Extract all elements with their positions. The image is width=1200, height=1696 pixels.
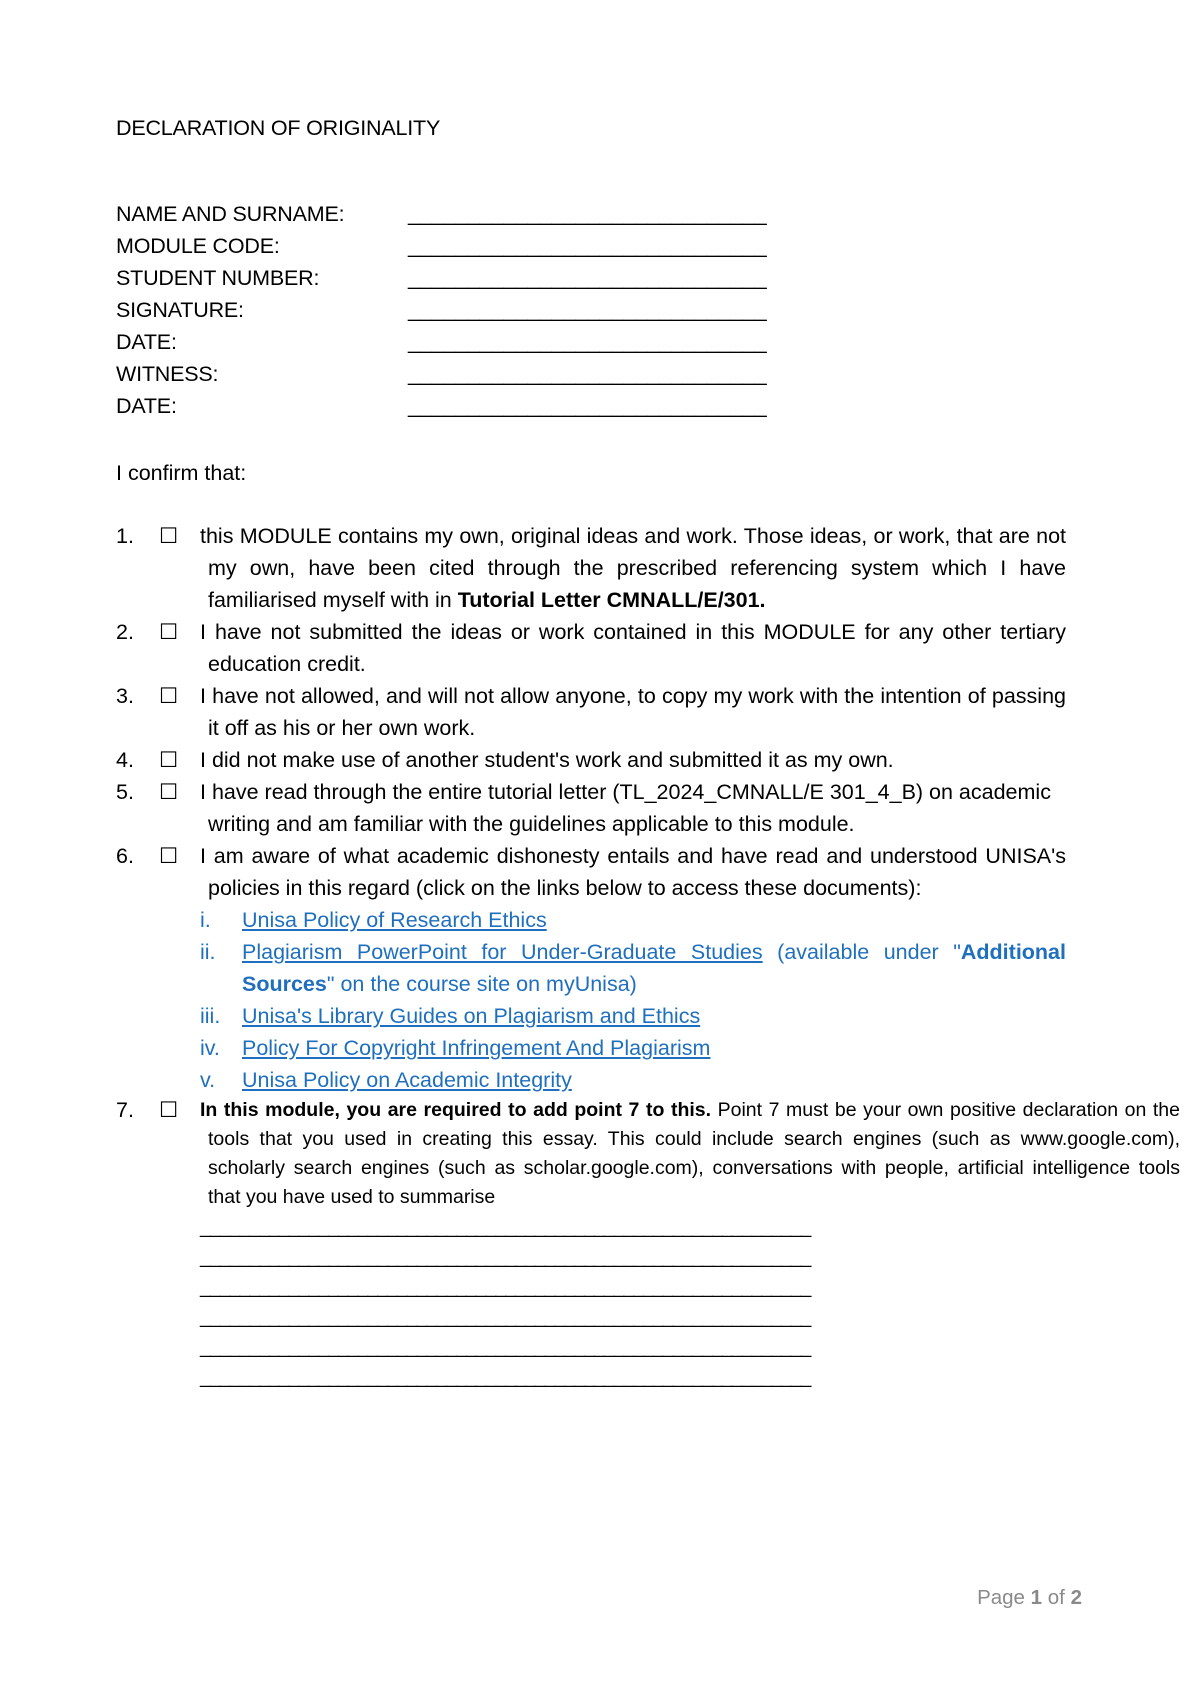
policy-link-library-guides[interactable]: Unisa's Library Guides on Plagiarism and Ethics — [242, 1004, 701, 1028]
item-number: 4. — [116, 748, 134, 772]
answer-line[interactable]: ______________________________________________________________ — [200, 1216, 811, 1238]
field-label: WITNESS: — [116, 362, 219, 386]
item-text-body: this MODULE contains my own, original ideas and work. Those ideas, or work, that are not my own, have been cited through the prescribed referencing system which I have familiarised myself with in — [200, 524, 1066, 612]
field-name-surname — [116, 198, 876, 230]
page-total: 2 — [1070, 1586, 1082, 1609]
item-text: I am aware of what academic dishonesty entails and have read and understood UNISA's policies in this regard (click on the links below to access these documents): — [200, 844, 1066, 900]
item-text: I have not submitted the ideas or work contained in this MODULE for any other tertiary education credit. — [200, 620, 1066, 676]
link-roman-numeral: v. — [200, 1068, 216, 1092]
answer-line[interactable]: ______________________________________________________________ — [200, 1306, 811, 1328]
field-label: NAME AND SURNAME: — [116, 202, 345, 226]
list-item — [116, 680, 1066, 744]
field-label: DATE: — [116, 330, 177, 354]
list-item-7 — [116, 1096, 1180, 1212]
field-blank[interactable]: ______________________________ — [408, 298, 767, 322]
item-text-body: Point 7 must be your own positive declaration on the tools that you used in creating this essay. This could include search engines (such as www.google.com), scholarly search engines (such as scholar.google.com), conversations with people, artificial intelligence tools that you have used to summarise — [208, 1099, 1180, 1208]
item-text: I have not allowed, and will not allow anyone, to copy my work with the intention of passing it off as his or her own work. — [200, 684, 1066, 740]
field-label: SIGNATURE: — [116, 298, 244, 322]
field-blank[interactable]: ______________________________ — [408, 362, 767, 386]
field-label: MODULE CODE: — [116, 234, 280, 258]
link-roman-numeral: iv. — [200, 1036, 220, 1060]
list-item — [116, 776, 1066, 840]
answer-line[interactable]: ______________________________________________________________ — [200, 1366, 811, 1388]
field-blank[interactable]: ______________________________ — [408, 394, 767, 418]
item-number: 2. — [116, 620, 134, 644]
declaration-list — [116, 520, 1180, 1392]
answer-line[interactable]: ______________________________________________________________ — [200, 1336, 811, 1358]
field-blank[interactable]: ______________________________ — [408, 330, 767, 354]
field-blank[interactable]: ______________________________ — [408, 234, 767, 258]
policy-link-item — [116, 904, 1066, 936]
checkbox-icon[interactable]: ☐ — [159, 620, 179, 644]
document-title: DECLARATION OF ORIGINALITY — [116, 116, 441, 140]
list-item — [116, 616, 1066, 680]
field-label: STUDENT NUMBER: — [116, 266, 320, 290]
policy-link-item — [116, 1032, 1066, 1064]
policy-link-item — [116, 1064, 1066, 1096]
item-text: I have read through the entire tutorial letter (TL_2024_CMNALL/E 301_4_B) on academic writing and am familiar with the guidelines applicable to this module. — [200, 780, 1051, 836]
list-item — [116, 840, 1066, 904]
item-number: 7. — [116, 1098, 134, 1122]
field-label: DATE: — [116, 394, 177, 418]
of-word: of — [1047, 1586, 1065, 1609]
link-note-bold: Additional Sources — [242, 940, 1066, 996]
field-witness-date — [116, 390, 876, 422]
item-text-bold: In this module, you are required to add point 7 to this. — [200, 1099, 712, 1121]
policy-link-academic-integrity[interactable]: Unisa Policy on Academic Integrity — [242, 1068, 572, 1092]
policy-link-plagiarism-powerpoint[interactable]: Plagiarism PowerPoint for Under-Graduate Studies — [242, 940, 763, 964]
checkbox-icon[interactable]: ☐ — [159, 780, 179, 804]
field-module-code — [116, 230, 876, 262]
link-note-end: " on the course site on myUnisa) — [326, 972, 637, 996]
list-item — [116, 520, 1066, 616]
policy-link-copyright[interactable]: Policy For Copyright Infringement And Plagiarism — [242, 1036, 711, 1060]
item-text — [200, 1096, 1180, 1212]
field-blank[interactable]: ______________________________ — [408, 266, 767, 290]
list-item — [116, 744, 1066, 776]
page-number: 1 — [1030, 1586, 1043, 1609]
link-roman-numeral: ii. — [200, 940, 216, 964]
link-roman-numeral: iii. — [200, 1004, 221, 1028]
checkbox-icon[interactable]: ☐ — [159, 1098, 179, 1122]
link-note: (available under " — [762, 940, 961, 964]
item-number: 3. — [116, 684, 134, 708]
item-text — [200, 520, 1066, 616]
confirm-intro: I confirm that: — [116, 461, 247, 485]
field-student-number — [116, 262, 876, 294]
field-witness — [116, 358, 876, 390]
link-roman-numeral: i. — [200, 908, 211, 932]
field-signature — [116, 294, 876, 326]
declaration-fields — [116, 198, 876, 422]
answer-lines — [116, 1212, 1066, 1392]
policy-link-research-ethics[interactable]: Unisa Policy of Research Ethics — [242, 908, 547, 932]
item-number: 1. — [116, 524, 134, 548]
item-text-bold: Tutorial Letter CMNALL/E/301. — [457, 588, 766, 612]
checkbox-icon[interactable]: ☐ — [159, 524, 179, 548]
item-number: 5. — [116, 780, 134, 804]
page-footer — [977, 1582, 1082, 1614]
policy-link-item — [116, 1000, 1066, 1032]
answer-line[interactable]: ______________________________________________________________ — [200, 1276, 811, 1298]
item-text: I did not make use of another student's work and submitted it as my own. — [200, 748, 894, 772]
answer-line[interactable]: ______________________________________________________________ — [200, 1246, 811, 1268]
policy-link-item — [116, 936, 1066, 1000]
page-word: Page — [977, 1586, 1025, 1609]
field-blank[interactable]: ______________________________ — [408, 202, 767, 226]
checkbox-icon[interactable]: ☐ — [159, 748, 179, 772]
field-date — [116, 326, 876, 358]
item-number: 6. — [116, 844, 134, 868]
checkbox-icon[interactable]: ☐ — [159, 844, 179, 868]
checkbox-icon[interactable]: ☐ — [159, 684, 179, 708]
